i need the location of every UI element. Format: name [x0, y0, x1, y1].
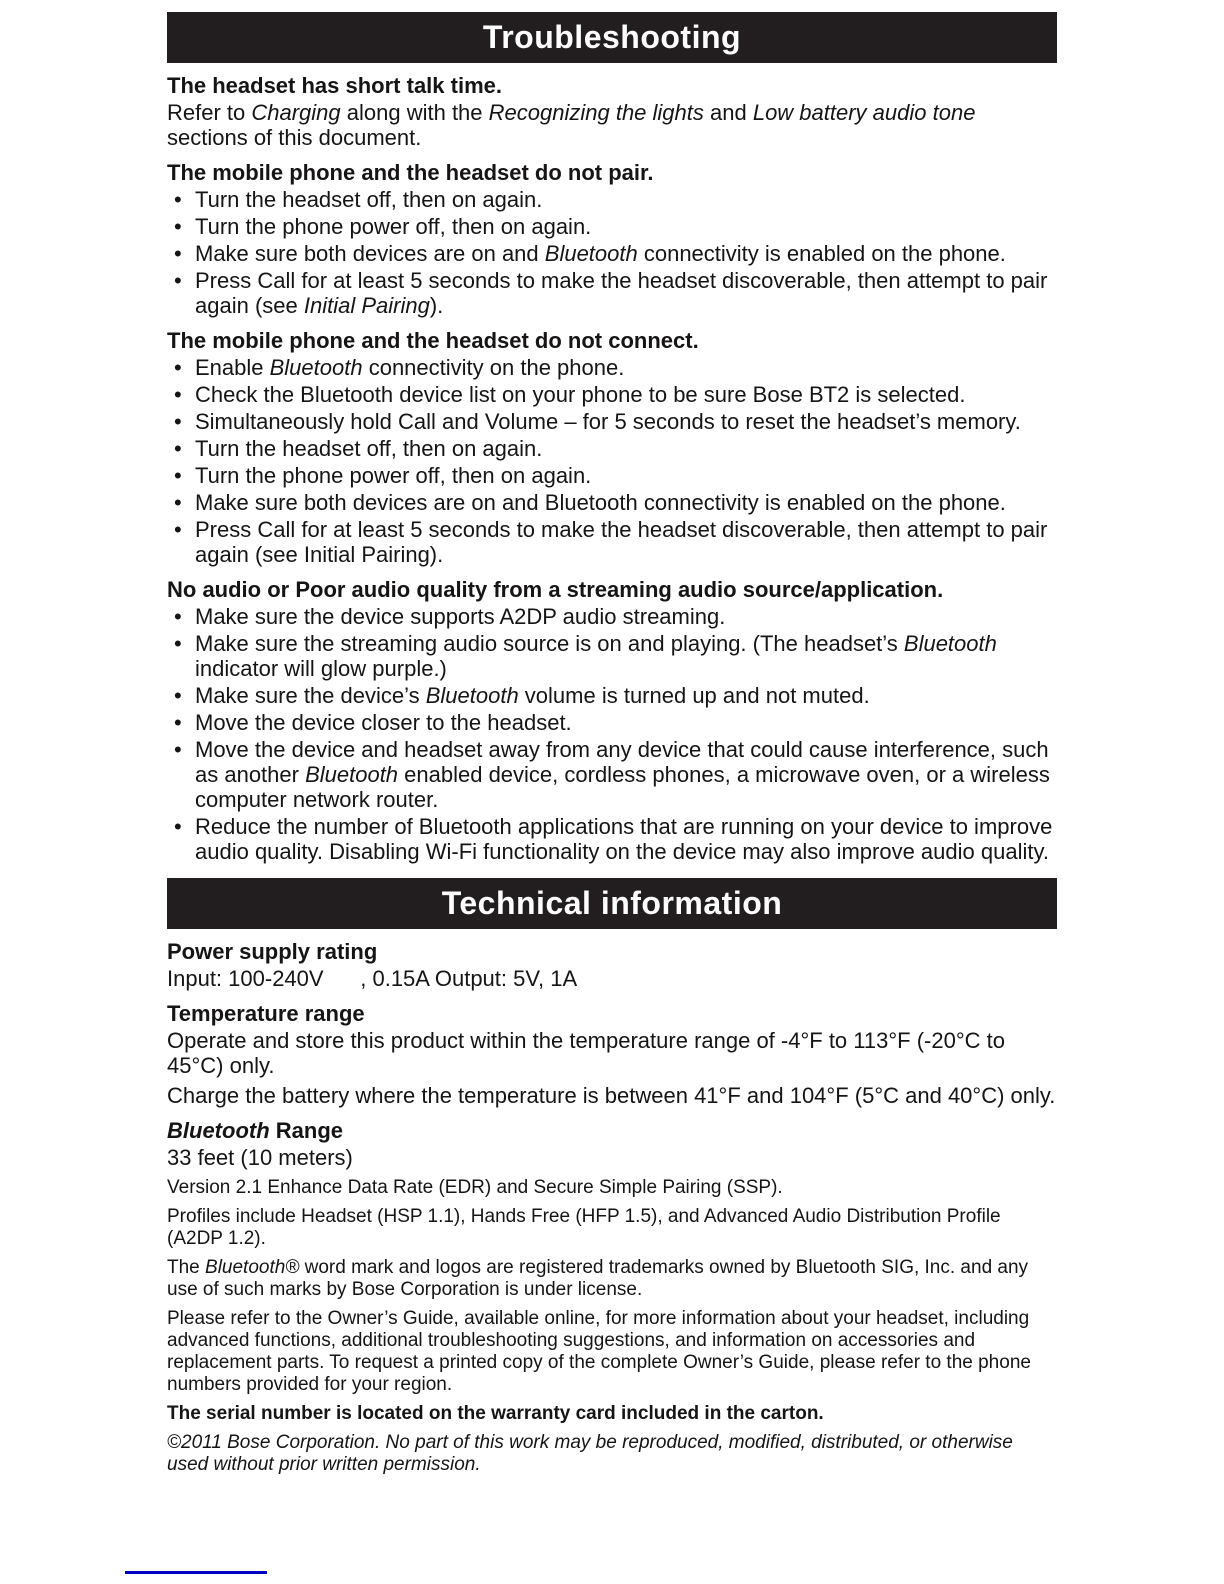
troubleshooting-banner — [167, 12, 1057, 63]
bullet-item: • Turn the phone power off, then on again. — [167, 214, 1057, 239]
bullet-item: • Reduce the number of Bluetooth applications that are running on your device to improve audio quality. Disabling Wi-Fi functionality on the device may also improve audio quality. — [167, 814, 1057, 864]
bullet-item: • Make sure both devices are on and Bluetooth connectivity is enabled on the phone. — [167, 490, 1057, 515]
bullet-list-do-not-connect — [167, 355, 1057, 567]
section-no-audio — [167, 577, 1057, 864]
paragraph-refer-to-charging: Refer to Charging along with the Recognizing the lights and Low battery audio tone sections of this document. — [167, 100, 976, 150]
bullet-item: • Turn the phone power off, then on again. — [167, 463, 1057, 488]
section-do-not-connect — [167, 328, 1057, 567]
section-bluetooth-range — [167, 1118, 1057, 1170]
bullet-item: • Move the device and headset away from any device that could cause interference, such as another Bluetooth enabled device, cordless phones, a microwave oven, or a wireless computer network router. — [167, 737, 1057, 812]
bullet-item: • Press Call for at least 5 seconds to make the headset discoverable, then attempt to pair again (see Initial Pairing). — [167, 517, 1057, 567]
paragraph-charge-battery: Charge the battery where the temperature is between 41°F and 104°F (5°C and 40°C) only. — [167, 1083, 1056, 1108]
tech-heading-power-supply: Power supply rating — [167, 939, 378, 964]
problem-heading-do-not-connect: The mobile phone and the headset do not connect. — [167, 328, 699, 353]
fine-print-version: Version 2.1 Enhance Data Rate (EDR) and Secure Simple Pairing (SSP). — [167, 1177, 783, 1198]
section-short-talk-time — [167, 73, 1057, 150]
paragraph-range-value: 33 feet (10 meters) — [167, 1145, 353, 1170]
paragraph-power-rating: Input: 100-240V , 0.15A Output: 5V, 1A — [167, 966, 578, 991]
fine-print-trademark: The Bluetooth® word mark and logos are registered trademarks owned by Bluetooth SIG, Inc. and any use of such marks by Bose Corporation is under license. — [167, 1257, 1029, 1300]
fine-print-copyright: ©2011 Bose Corporation. No part of this work may be reproduced, modified, distributed, or otherwise used without prior written permission. — [167, 1432, 1013, 1475]
bullet-item: • Make sure the streaming audio source is on and playing. (The headset’s Bluetooth indicator will glow purple.) — [167, 631, 1057, 681]
problem-heading-short-talk-time: The headset has short talk time. — [167, 73, 502, 98]
bullet-item: • Check the Bluetooth device list on your phone to be sure Bose BT2 is selected. — [167, 382, 1057, 407]
section-do-not-pair — [167, 160, 1057, 318]
section-temperature-range — [167, 1001, 1057, 1108]
bullet-item: • Simultaneously hold Call and Volume – for 5 seconds to reset the headset’s memory. — [167, 409, 1057, 434]
bullet-item: • Enable Bluetooth connectivity on the phone. — [167, 355, 1057, 380]
bullet-item: • Press Call for at least 5 seconds to make the headset discoverable, then attempt to pair again (see Initial Pairing). — [167, 268, 1057, 318]
fine-print-profiles: Profiles include Headset (HSP 1.1), Hands Free (HFP 1.5), and Advanced Audio Distribution Profile (A2DP 1.2). — [167, 1206, 1001, 1249]
problem-heading-no-audio: No audio or Poor audio quality from a streaming audio source/application. — [167, 577, 944, 602]
bullet-list-no-audio — [167, 604, 1057, 864]
technical-information-banner-title: Technical information — [441, 885, 783, 921]
tech-heading-bluetooth-range: Bluetooth Range — [167, 1118, 344, 1143]
paragraph-operate-store: Operate and store this product within the temperature range of -4°F to 113°F (-20°C to 45°C) only. — [167, 1028, 1005, 1078]
bullet-item: • Make sure the device’s Bluetooth volume is turned up and not muted. — [167, 683, 1057, 708]
footer-blue-line — [125, 1571, 267, 1574]
section-power-supply — [167, 939, 1057, 991]
bullet-item: • Turn the headset off, then on again. — [167, 436, 1057, 461]
bullet-item: • Make sure both devices are on and Bluetooth connectivity is enabled on the phone. — [167, 241, 1057, 266]
troubleshooting-banner-title: Troubleshooting — [482, 19, 742, 55]
bullet-list-do-not-pair — [167, 187, 1057, 318]
tech-heading-temperature-range: Temperature range — [167, 1001, 365, 1026]
fine-print-owners-guide: Please refer to the Owner’s Guide, available online, for more information about your headset, including advanced functions, additional troubleshooting suggestions, and information on accessories and replacement parts. To request a printed copy of the complete Owner’s Guide, please refer to the phone numbers provided for your region. — [167, 1308, 1031, 1395]
bullet-item: • Make sure the device supports A2DP audio streaming. — [167, 604, 1057, 629]
bullet-item: • Move the device closer to the headset. — [167, 710, 1057, 735]
section-fine-print — [167, 1177, 1057, 1476]
page-content — [167, 12, 1057, 1476]
technical-information-banner — [167, 878, 1057, 929]
fine-print-serial-number: The serial number is located on the warranty card included in the carton. — [167, 1403, 824, 1424]
bullet-item: • Turn the headset off, then on again. — [167, 187, 1057, 212]
problem-heading-do-not-pair: The mobile phone and the headset do not pair. — [167, 160, 654, 185]
